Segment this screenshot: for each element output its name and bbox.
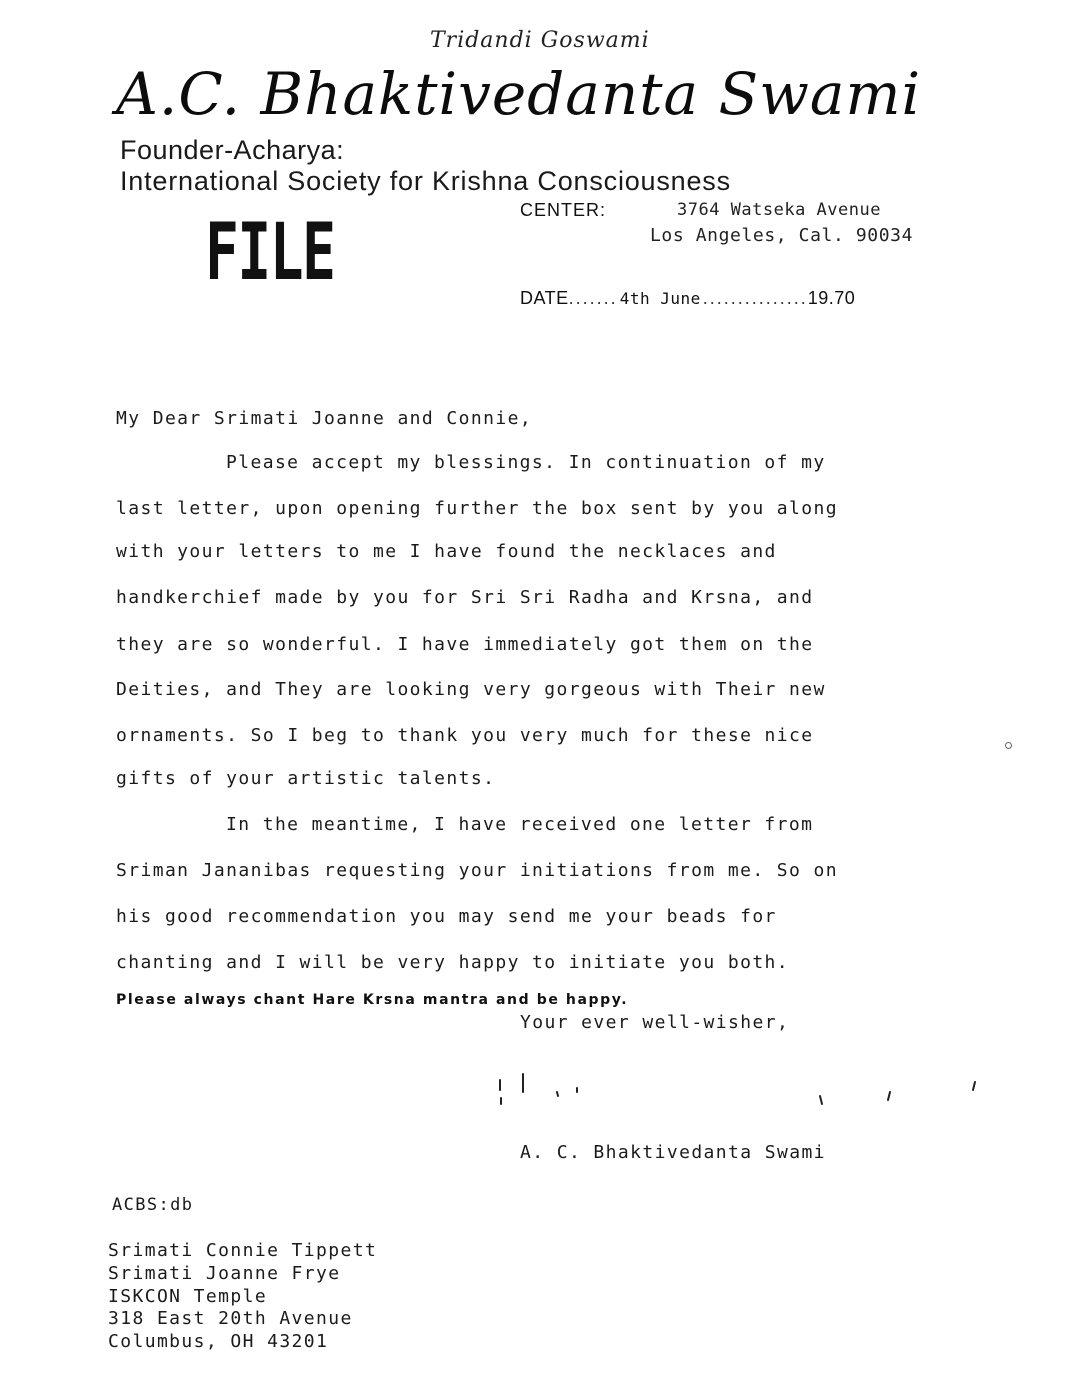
tridandi-goswami-title: Tridandi Goswami (430, 28, 650, 53)
center-label: CENTER: (520, 200, 607, 220)
date-day: 4th June (619, 289, 701, 308)
letterhead-name: A.C. Bhaktivedanta Swami (116, 60, 922, 128)
recipient-line: 318 East 20th Avenue (108, 1308, 353, 1329)
date-dots-leading: ....... (568, 288, 618, 308)
center-address-line2: Los Angeles, Cal. 90034 (650, 225, 914, 246)
signature-marks (495, 1068, 995, 1118)
date-label: DATE (520, 288, 569, 308)
body-line: his good recommendation you may send me your beads for (116, 906, 777, 927)
recipient-line: Srimati Joanne Frye (108, 1263, 341, 1284)
margin-mark (1005, 742, 1012, 749)
file-stamp: FILE (205, 208, 335, 298)
recipient-line: ISKCON Temple (108, 1286, 268, 1307)
body-line: gifts of your artistic talents. (116, 768, 496, 789)
body-line: last letter, upon opening further the box sent by you along (116, 498, 838, 519)
body-line: In the meantime, I have received one letter from (226, 814, 814, 835)
body-line: they are so wonderful. I have immediately got them on the (116, 634, 814, 655)
recipient-line: Columbus, OH 43201 (108, 1331, 329, 1352)
founder-acharya-label: Founder-Acharya: (120, 135, 345, 165)
date-line (520, 288, 855, 309)
body-line: Sriman Jananibas requesting your initiations from me. So on (116, 860, 838, 881)
salutation: My Dear Srimati Joanne and Connie, (116, 408, 533, 429)
body-line: handkerchief made by you for Sri Sri Radha and Krsna, and (116, 587, 814, 608)
body-line: with your letters to me I have found the necklaces and (116, 541, 777, 562)
date-year: 19.70 (807, 288, 856, 308)
signer-name: A. C. Bhaktivedanta Swami (520, 1142, 826, 1163)
chant-instruction: Please always chant Hare Krsna mantra and be happy. (116, 992, 629, 1008)
body-line: Deities, and They are looking very gorgeous with Their new (116, 679, 826, 700)
center-address-line1: 3764 Watseka Avenue (677, 200, 881, 220)
body-line: Please accept my blessings. In continuation of my (226, 452, 826, 473)
date-dots-trailing: ............... (702, 288, 808, 308)
closing: Your ever well-wisher, (520, 1012, 790, 1033)
body-line: ornaments. So I beg to thank you very much for these nice (116, 725, 814, 746)
recipient-line: Srimati Connie Tippett (108, 1240, 378, 1261)
reference-initials: ACBS:db (112, 1195, 194, 1215)
body-line: chanting and I will be very happy to initiate you both. (116, 952, 790, 973)
society-name: International Society for Krishna Consciousness (120, 166, 731, 196)
